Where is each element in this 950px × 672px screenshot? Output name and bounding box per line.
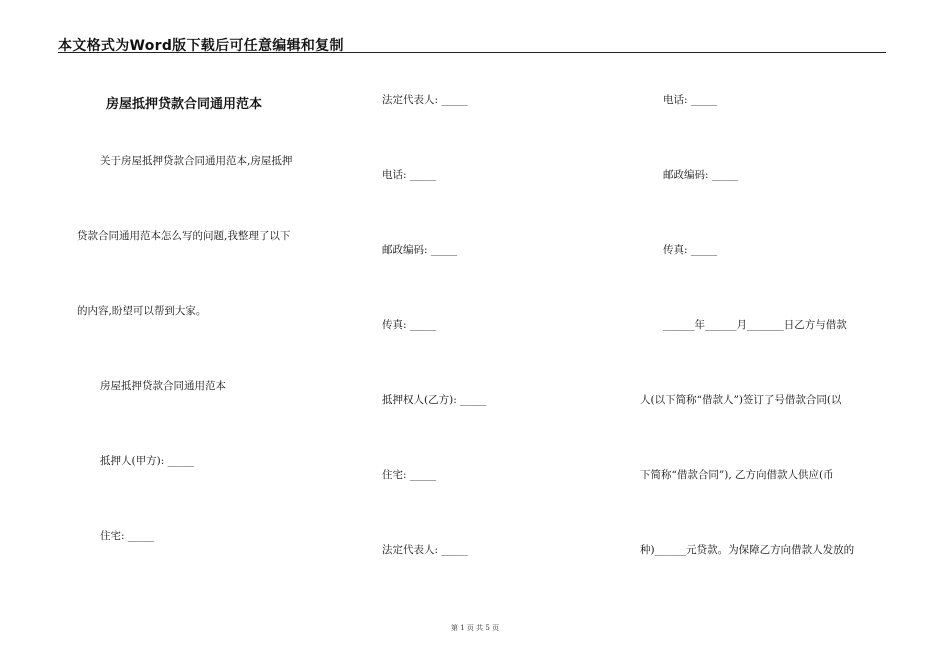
col3-line-5: 人(以下简称“借款人”)签订了号借款合同(以 bbox=[640, 394, 842, 406]
col2-line-6: 住宅: _____ bbox=[382, 469, 437, 481]
col2-line-5: 抵押权人(乙方): _____ bbox=[382, 394, 487, 406]
col2-line-2: 电话: _____ bbox=[382, 169, 437, 181]
col3-line-7: 种)______元贷款。为保障乙方向借款人发放的 bbox=[640, 544, 855, 556]
col1-line-4: 房屋抵押贷款合同通用范本 bbox=[100, 380, 226, 392]
col3-line-4: ______年______月_______日乙方与借款 bbox=[663, 319, 847, 331]
col3-line-6: 下简称“借款合同”), 乙方向借款人供应(币 bbox=[640, 469, 834, 481]
col1-line-2: 贷款合同通用范本怎么写的问题,我整理了以下 bbox=[77, 230, 291, 242]
col2-line-3: 邮政编码: _____ bbox=[382, 244, 458, 256]
col2-line-7: 法定代表人: _____ bbox=[382, 544, 468, 556]
col1-line-5: 抵押人(甲方): _____ bbox=[100, 455, 194, 467]
col3-line-3: 传真: _____ bbox=[663, 244, 718, 256]
col2-line-4: 传真: _____ bbox=[382, 319, 437, 331]
page-footer: 第 1 页 共 5 页 bbox=[450, 624, 500, 632]
col3-line-2: 邮政编码: _____ bbox=[663, 169, 739, 181]
col1-line-3: 的内容,盼望可以帮到大家。 bbox=[77, 305, 207, 317]
col3-line-1: 电话: _____ bbox=[663, 94, 718, 106]
header-rule bbox=[58, 52, 886, 53]
col1-line-6: 住宅: _____ bbox=[100, 530, 155, 542]
col2-line-1: 法定代表人: _____ bbox=[382, 94, 468, 106]
col1-line-1: 关于房屋抵押贷款合同通用范本,房屋抵押 bbox=[100, 155, 293, 167]
header-text: 本文格式为Word版下载后可任意编辑和复制 bbox=[58, 38, 344, 54]
document-title: 房屋抵押贷款合同通用范本 bbox=[106, 97, 263, 112]
